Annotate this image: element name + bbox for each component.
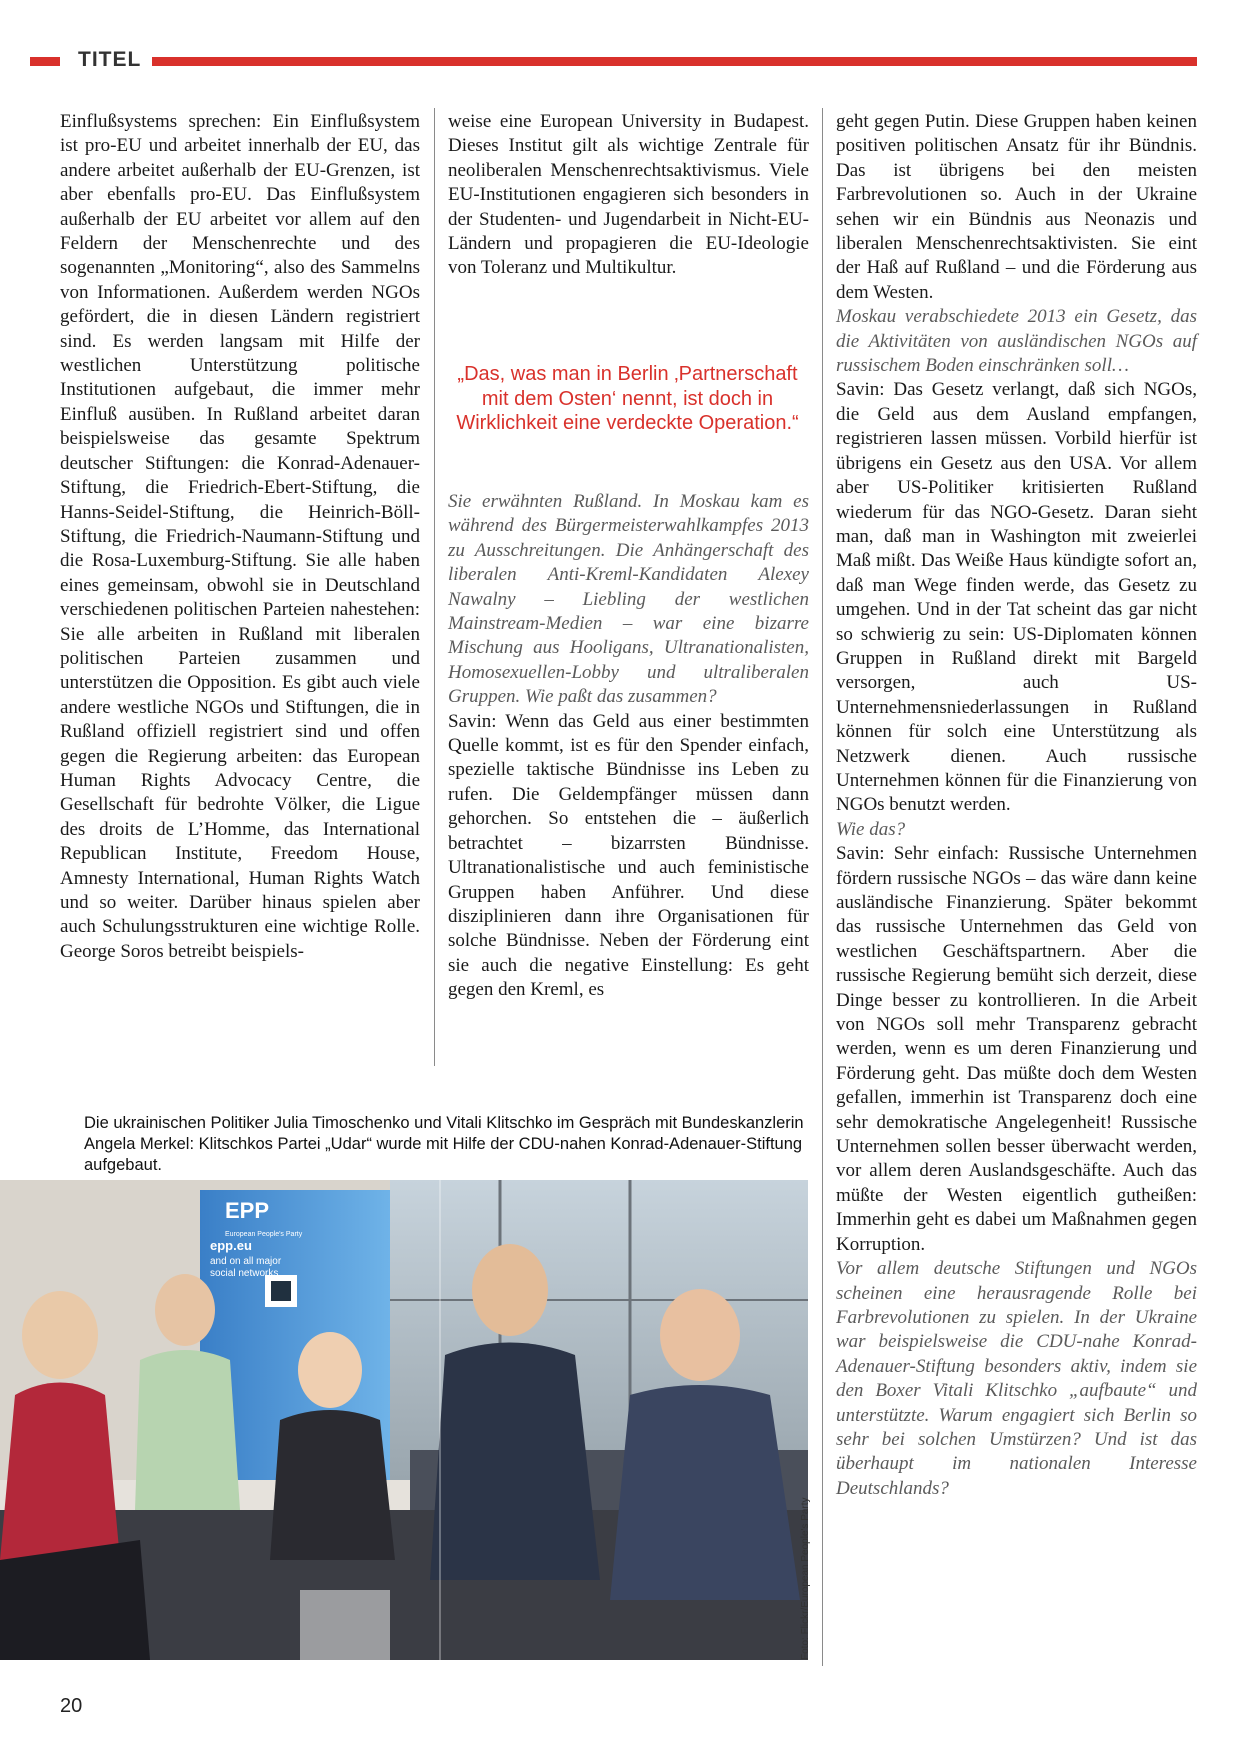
banner-url: epp.eu <box>210 1238 252 1253</box>
interview-answer: Savin: Sehr einfach: Russische Unternehmen fördern russische NGOs – das wäre dann keine ausländische Finanzierung. Später bekommt das russische Unternehmen das Geld von westlichen Geschäftspartnern. Aber die russische Regierung bemüht sich derzeit, diese Dinge besser zu kontrollieren. In die Arbeit von NGOs soll mehr Transparenz gebracht werden, wenn es um deren Finanzierung und Förderung geht. Das müßte doch dem Westen gefallen, immerhin ist Transparenz doch eine sehr demokratische Angelegenheit! Russische Unternehmen sollen besser überwacht werden, vor allem deren Auslandsgeschäfte. Auch das müßte der Westen eigentlich gutheißen: Immerhin geht es dabei um Maßnahmen gegen Korruption. <box>836 843 1197 1255</box>
page-number: 20 <box>60 1695 83 1717</box>
interview-question: Moskau verabschiedete 2013 ein Gesetz, das die Aktivitäten von ausländischen NGOs auf russischem Boden einschränken soll… <box>836 306 1197 377</box>
interview-question: Sie erwähnten Rußland. In Moskau kam es während des Bürgermeisterwahlkampfes 2013 zu Ausschreitungen. Die Anhängerschaft des liberalen Anti-Kreml-Kandidaten Alexey Nawalny – Liebling der westlichen Mainstream-Medien – war eine bizarre Mischung aus Hooligans, Ultranationalisten, Homosexuellen-Lobby und ultraliberalen Gruppen. Wie paßt das zusammen? <box>448 491 809 708</box>
column-2-top <box>448 110 809 281</box>
photo-credit: Foto: Flickr/European People's Party <box>800 1497 811 1660</box>
section-label: TITEL <box>78 48 142 71</box>
header-rule-right <box>152 57 1197 66</box>
banner-line-2: social networks <box>210 1268 279 1279</box>
interview-question: Vor allem deutsche Stiftungen und NGOs scheinen eine herausragende Rolle bei Farbrevolutionen zu spielen. In der Ukraine war beispielsweise die CDU-nahe Konrad-Adenauer-Stiftung besonders aktiv, indem sie den Boxer Vitali Klitschko „aufbaute“ und unterstützte. Warum engagiert sich Berlin so sehr bei solchen Umstürzen? Und ist das überhaupt im nationalen Interesse Deutschlands? <box>836 1258 1197 1499</box>
banner-subtitle: European People's Party <box>225 1231 303 1238</box>
interview-answer: geht gegen Putin. Diese Gruppen haben keinen positiven politischen Ansatz für ihr Bündnis. Das ist übrigens bei den meisten Farbrevolutionen so. Auch in der Ukraine sehen wir ein Bündnis aus Neonazis und liberalen Menschenrechtsaktivisten. Sie eint der Haß auf Rußland – und die Förderung aus dem Westen. <box>836 111 1197 303</box>
column-2-bottom <box>448 490 809 1003</box>
body-paragraph: Einflußsystems sprechen: Ein Einflußsystem ist pro-EU und arbeitet innerhalb der EU, das andere arbeitet außerhalb der EU-Grenzen, ist aber ebenfalls pro-EU. Das Einflußsystem außerhalb der EU arbeitet vor allem auf den Feldern der Menschenrechte und des sogenannten „Monitoring“, also des Sammelns von Informationen. Außerdem werden NGOs gefördert, die in diesen Ländern registriert sind. Es werden langsam mit Hilfe der westlichen Unterstützung politische Institutionen aufgebaut, die immer mehr Einfluß ausüben. In Rußland arbeitet daran beispielsweise das gesamte Spektrum deutscher Stiftungen: die Konrad-Adenauer-Stiftung, die Friedrich-Ebert-Stiftung, die Hanns-Seidel-Stiftung, die Heinrich-Böll-Stiftung, die Friedrich-Naumann-Stiftung und die Rosa-Luxemburg-Stiftung. Sie alle haben eines gemeinsam, obwohl sie in Deutschland verschiedenen politischen Parteien nahestehen: Sie alle arbeiten in Rußland mit liberalen politischen Parteien zusammen und unterstützen die Opposition. Es gibt auch viele andere westliche NGOs und Stiftungen, die in Rußland offiziell registriert sind und offen gegen die Regierung arbeiten: das European Human Rights Advocacy Centre, die Gesellschaft für bedrohte Völker, die Ligue des droits de L’Homme, das International Republican Institute, Freedom House, Amnesty International, Human Rights Watch und so weiter. Darüber hinaus spielen aber auch Schulungsstrukturen eine wichtige Rolle. George Soros betreibt beispiels- <box>60 111 420 962</box>
column-1 <box>60 110 420 964</box>
column-divider <box>822 108 823 1666</box>
article-photo <box>0 1180 808 1660</box>
interview-question: Wie das? <box>836 818 906 840</box>
column-3 <box>836 110 1197 1501</box>
photo-caption: Die ukrainischen Politiker Julia Timoschenko und Vitali Klitschko im Gespräch mit Bundeskanzlerin Angela Merkel: Klitschkos Partei „Udar“ wurde mit Hilfe der CDU-nahen Konrad-Adenauer-Stiftung aufgebaut. <box>84 1114 804 1174</box>
column-divider <box>434 108 435 1066</box>
interview-answer: Savin: Wenn das Geld aus einer bestimmten Quelle kommt, ist es für den Spender einfach, spezielle taktische Bündnisse ins Leben zu rufen. Die Geldempfänger müssen dann gehorchen. So entstehen die – äußerlich betrachtet – bizarrsten Bündnisse. Ultranationalistische und auch feministische Gruppen haben Anführer. Und diese disziplinieren dann ihre Organisationen für solche Bündnisse. Neben der Förderung eint sie auch die negative Einstellung: Es geht gegen den Kreml, es <box>448 710 809 1001</box>
interview-answer: Savin: Das Gesetz verlangt, daß sich NGOs, die Geld aus dem Ausland empfangen, registrieren lassen müssen. Vorbild hierfür ist übrigens ein Gesetz aus den USA. Vor allem aber US-Politiker kritisierten Rußland wiederum für das NGO-Gesetz. Daran sieht man, daß man in Washington mit zweierlei Maß mißt. Das Weiße Haus kündigte sofort an, daß man Wege finden werde, das Gesetz zu umgehen. Und in der Tat scheint das gar nicht so schwierig zu sein: US-Diplomaten können Gruppen in Rußland direkt mit Bargeld versorgen, auch US-Unternehmensniederlassungen in Rußland können für solch eine Unterstützung als Netzwerk dienen. Auch russische Unternehmen können für die Finanzierung von NGOs benutzt werden. <box>836 379 1197 816</box>
header-rule-left <box>30 57 60 66</box>
photo-illustration <box>0 1180 808 1660</box>
body-paragraph: weise eine European University in Budapest. Dieses Institut gilt als wichtige Zentrale für neoliberalen Menschenrechtsaktivismus. Viele EU-Institutionen engagieren sich besonders in der Studenten- und Jugendarbeit in Nicht-EU-Ländern und propagieren die EU-Ideologie von Toleranz und Multikultur. <box>448 111 809 279</box>
pull-quote: „Das, was man in Berlin ‚Partnerschaft mit dem Osten‘ nennt, ist doch in Wirklichkeit eine verdeckte Operation.“ <box>456 363 799 434</box>
banner-logo: EPP <box>225 1198 270 1223</box>
banner-line-1: and on all major <box>210 1256 282 1267</box>
